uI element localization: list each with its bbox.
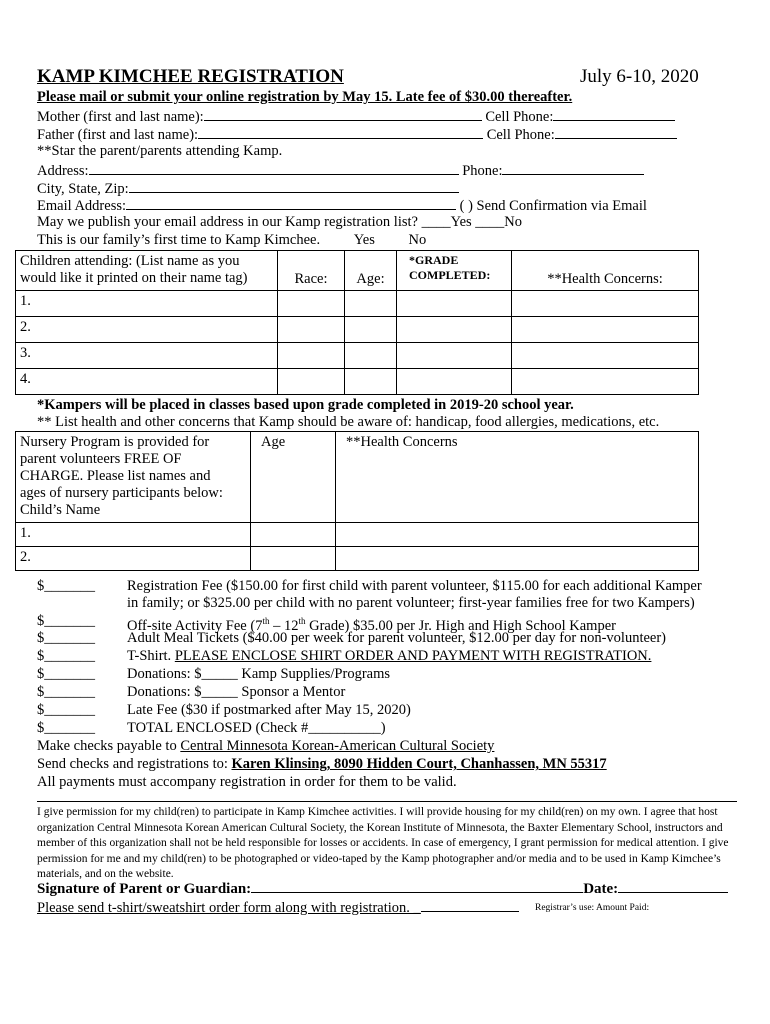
grade-note: *Kampers will be placed in classes based upon grade completed in 2019-20 school year. bbox=[37, 397, 574, 413]
child-row-4-grade[interactable] bbox=[397, 369, 512, 395]
father-label: Father (first and last name): bbox=[37, 127, 199, 143]
event-dates: July 6-10, 2020 bbox=[580, 66, 699, 87]
late-fee-amount[interactable]: $_______ bbox=[37, 702, 95, 718]
phone-label: Phone: bbox=[462, 163, 503, 179]
total-desc: TOTAL ENCLOSED (Check #__________) bbox=[127, 720, 386, 736]
table-row bbox=[16, 291, 699, 317]
health-note: ** List health and other concerns that Kamp should be aware of: handicap, food allergies, medications, etc. bbox=[37, 414, 660, 430]
father-cell-input-line[interactable] bbox=[555, 125, 677, 139]
child-row-3-grade[interactable] bbox=[397, 343, 512, 369]
mother-cell-label: Cell Phone: bbox=[485, 109, 554, 125]
father-cell-label: Cell Phone: bbox=[486, 127, 555, 143]
meal-ticket-row[interactable] bbox=[37, 630, 666, 647]
child-row-3-race[interactable] bbox=[278, 343, 345, 369]
mother-label: Mother (first and last name): bbox=[37, 109, 204, 125]
signature-field[interactable] bbox=[37, 879, 728, 898]
city-label: City, State, Zip: bbox=[37, 181, 129, 197]
address-input-line[interactable] bbox=[89, 161, 459, 175]
child-row-1-grade[interactable] bbox=[397, 291, 512, 317]
child-row-2-race[interactable] bbox=[278, 317, 345, 343]
children-race-header: Race: bbox=[278, 251, 345, 291]
first-time-field[interactable] bbox=[37, 232, 426, 249]
first-time-yes[interactable]: Yes bbox=[353, 232, 375, 248]
nursery-row-1-name[interactable]: 1. bbox=[16, 523, 251, 547]
children-name-header: Children attending: (List name as you would like it printed on their name tag) bbox=[16, 251, 278, 291]
date-label: Date: bbox=[583, 881, 619, 897]
child-row-3-age[interactable] bbox=[345, 343, 397, 369]
payable-to: Make checks payable to Central Minnesota Korean-American Cultural Society bbox=[37, 738, 495, 754]
donation-mentor-amount[interactable]: $_______ bbox=[37, 684, 95, 700]
child-row-1-name[interactable]: 1. bbox=[16, 291, 278, 317]
deadline-notice: Please mail or submit your online registration by May 15. Late fee of $30.00 thereafter. bbox=[37, 89, 573, 105]
permission-text: I give permission for my child(ren) to participate in Kamp Kimchee activities. I will provide housing for my child(ren) on my own. I agree that host organization Central Minnesota Korean American Cultural Society, the Korean Institute of Minnesota, the Baxter Elementary School, instructors and member of this organization shall not be held responsible for losses or accidents. In case of emergency, I grant permission for medical attention. I give permission for me and my child(ren) to be photographed or video-taped by the Kamp photographer and/or media and to be used in Kamp Kimchee’s materials, and on the website. bbox=[37, 806, 729, 881]
children-grade-header: *GRADE COMPLETED: bbox=[397, 251, 512, 291]
signature-label: Signature of Parent or Guardian: bbox=[37, 881, 252, 897]
offsite-fee-desc: Off-site Activity Fee (7th – 12th Grade) $35.00 per Jr. High and High School Kamper bbox=[127, 616, 616, 634]
nursery-table bbox=[15, 431, 699, 571]
city-input-line[interactable] bbox=[129, 179, 459, 193]
payment-requirement: All payments must accompany registration in order for them to be valid. bbox=[37, 774, 457, 790]
offsite-fee-row[interactable] bbox=[37, 613, 616, 634]
mother-cell-input-line[interactable] bbox=[553, 107, 675, 121]
signature-input-line[interactable] bbox=[251, 879, 583, 893]
divider bbox=[37, 801, 737, 802]
tshirt-order-note: Please send t-shirt/sweatshirt order form along with registration. _ bbox=[37, 898, 519, 917]
child-row-2-age[interactable] bbox=[345, 317, 397, 343]
total-amount[interactable]: $_______ bbox=[37, 720, 95, 736]
children-table bbox=[15, 250, 699, 395]
registration-fee-desc: Registration Fee ($150.00 for first child with parent volunteer, $115.00 for each additional Kamper in family; or $325.00 per child with no parent volunteer; first-year families free for two Kampers) bbox=[127, 578, 702, 611]
star-note: **Star the parent/parents attending Kamp. bbox=[37, 143, 283, 159]
nursery-health-header: **Health Concerns bbox=[336, 432, 699, 523]
child-row-3-health[interactable] bbox=[512, 343, 699, 369]
nursery-row-1-age[interactable] bbox=[251, 523, 336, 547]
father-field[interactable] bbox=[37, 125, 677, 144]
registrar-use: Registrar’s use: Amount Paid: bbox=[535, 903, 650, 913]
child-row-3-name[interactable]: 3. bbox=[16, 343, 278, 369]
phone-input-line[interactable] bbox=[502, 161, 644, 175]
child-row-2-name[interactable]: 2. bbox=[16, 317, 278, 343]
nursery-info-cell: Nursery Program is provided for parent volunteers FREE OF CHARGE. Please list names and ages of nursery participants below: Child’s Name bbox=[16, 432, 251, 523]
table-row bbox=[16, 547, 699, 571]
form-title: KAMP KIMCHEE REGISTRATION bbox=[37, 66, 344, 87]
table-row bbox=[16, 369, 699, 395]
send-to: Send checks and registrations to: Karen Klinsing, 8090 Hidden Court, Chanhassen, MN 55317 bbox=[37, 756, 607, 772]
table-row bbox=[16, 343, 699, 369]
child-row-1-race[interactable] bbox=[278, 291, 345, 317]
nursery-row-2-health[interactable] bbox=[336, 547, 699, 571]
child-row-1-age[interactable] bbox=[345, 291, 397, 317]
child-row-4-name[interactable]: 4. bbox=[16, 369, 278, 395]
nursery-row-2-age[interactable] bbox=[251, 547, 336, 571]
address-label: Address: bbox=[37, 163, 89, 179]
donation-supplies-row[interactable] bbox=[37, 666, 391, 683]
late-fee-row[interactable] bbox=[37, 702, 411, 719]
date-input-line[interactable] bbox=[618, 879, 728, 893]
nursery-row-2-name[interactable]: 2. bbox=[16, 547, 251, 571]
total-row[interactable] bbox=[37, 720, 386, 737]
offsite-fee-amount[interactable]: $_______ bbox=[37, 613, 95, 629]
first-time-label: This is our family’s first time to Kamp Kimchee. bbox=[37, 232, 321, 248]
tshirt-amount[interactable]: $_______ bbox=[37, 648, 95, 664]
meal-ticket-amount[interactable]: $_______ bbox=[37, 630, 95, 646]
children-health-header: **Health Concerns: bbox=[512, 251, 699, 291]
tshirt-row[interactable] bbox=[37, 648, 652, 665]
meal-ticket-desc: Adult Meal Tickets ($40.00 per week for parent volunteer, $12.00 per day for non-volunteer) bbox=[127, 630, 666, 646]
tshirt-desc: T-Shirt. PLEASE ENCLOSE SHIRT ORDER AND PAYMENT WITH REGISTRATION. bbox=[127, 648, 652, 664]
donation-mentor-desc: Donations: $_____ Sponsor a Mentor bbox=[127, 684, 346, 700]
mother-input-line[interactable] bbox=[204, 107, 482, 121]
donation-supplies-amount[interactable]: $_______ bbox=[37, 666, 95, 682]
email-field[interactable] bbox=[37, 196, 647, 215]
registration-fee-amount[interactable]: $_______ bbox=[37, 578, 95, 594]
donation-supplies-desc: Donations: $_____ Kamp Supplies/Programs bbox=[127, 666, 391, 682]
email-input-line[interactable] bbox=[126, 196, 456, 210]
child-row-4-race[interactable] bbox=[278, 369, 345, 395]
nursery-row-1-health[interactable] bbox=[336, 523, 699, 547]
child-row-1-health[interactable] bbox=[512, 291, 699, 317]
child-row-4-health[interactable] bbox=[512, 369, 699, 395]
child-row-2-health[interactable] bbox=[512, 317, 699, 343]
table-row bbox=[16, 523, 699, 547]
children-age-header: Age: bbox=[345, 251, 397, 291]
publish-email-question[interactable]: May we publish your email address in our Kamp registration list? ____Yes ____No bbox=[37, 214, 523, 230]
nursery-age-header: Age bbox=[251, 432, 336, 523]
father-input-line[interactable] bbox=[198, 125, 483, 139]
late-fee-desc: Late Fee ($30 if postmarked after May 15, 2020) bbox=[127, 702, 411, 718]
send-confirmation-option[interactable]: ( ) Send Confirmation via Email bbox=[459, 198, 647, 214]
email-label: Email Address: bbox=[37, 198, 127, 214]
table-row bbox=[16, 317, 699, 343]
donation-mentor-row[interactable] bbox=[37, 684, 346, 701]
registration-fee-row[interactable] bbox=[37, 578, 702, 611]
child-row-2-grade[interactable] bbox=[397, 317, 512, 343]
address-field[interactable] bbox=[37, 161, 644, 180]
mother-field[interactable] bbox=[37, 107, 675, 126]
first-time-no[interactable]: No bbox=[408, 232, 427, 248]
child-row-4-age[interactable] bbox=[345, 369, 397, 395]
